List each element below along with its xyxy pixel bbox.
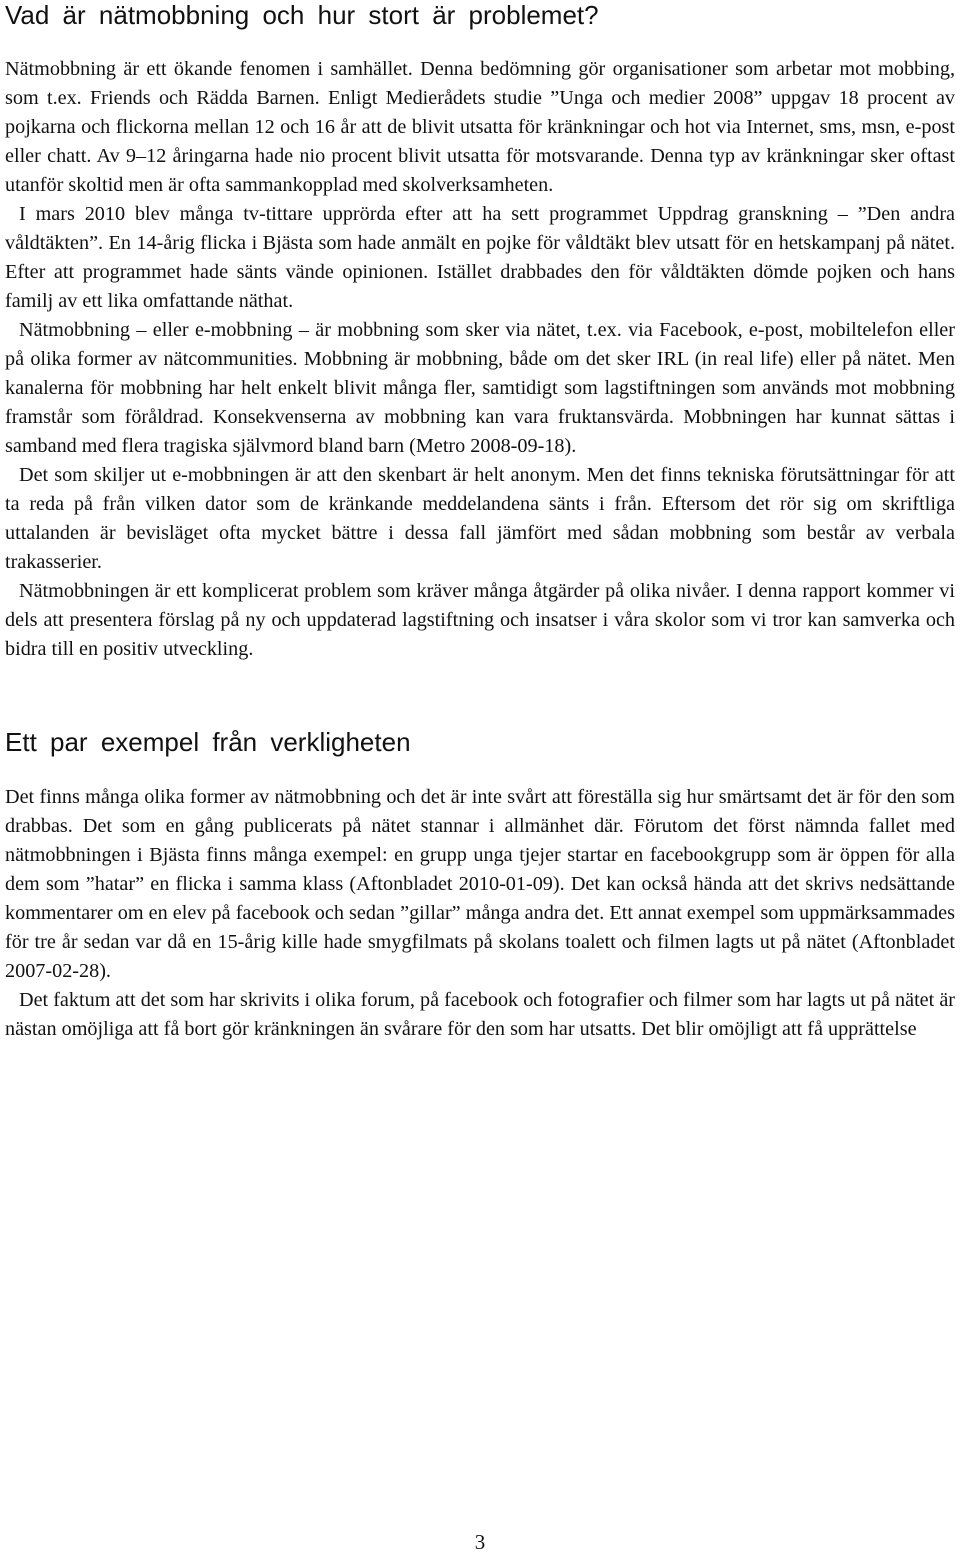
paragraph: Nätmobbningen är ett komplicerat problem som kräver många åtgärder på olika nivåer. I denna rapport kommer vi dels att presentera förslag på ny och uppdaterad lagstiftning och insatser i våra skolor som vi tror kan samverka och bidra till en positiv utveckling. — [5, 580, 955, 660]
paragraph: I mars 2010 blev många tv-tittare upprörda efter att ha sett programmet Uppdrag granskning – ”Den andra våldtäkten”. En 14-årig flicka i Bjästa som hade anmält en pojke för våldtäkt blev utsatt för en hetskampanj på nätet. Efter att programmet hade sänts vände opinionen. Istället drabbades den för våldtäkten dömde pojken och hans familj av ett lika omfattande näthat. — [5, 203, 955, 312]
paragraph: Det som skiljer ut e-mobbningen är att den skenbart är helt anonym. Men det finns tekniska förutsättningar för att ta reda på från vilken dator som de kränkande meddelandena sänts i från. Eftersom det rör sig om skriftliga uttalanden är bevisläget ofta mycket bättre i dessa fall jämfört med sådan mobbning som består av verbala trakasserier. — [5, 464, 955, 573]
section-what-is-cyberbullying — [5, 55, 955, 664]
heading-what-is-cyberbullying: Vad är nätmobbning och hur stort är problemet? — [5, 0, 599, 30]
heading-examples: Ett par exempel från verkligheten — [5, 727, 411, 757]
section-examples — [5, 783, 955, 1044]
page-number: 3 — [474, 1530, 486, 1554]
paragraph: Nätmobbning är ett ökande fenomen i samhället. Denna bedömning gör organisationer som arbetar mot mobbing, som t.ex. Friends och Rädda Barnen. Enligt Medierådets studie ”Unga och medier 2008” uppgav 18 procent av pojkarna och flickorna mellan 12 och 16 år att de blivit utsatta för kränkningar och hot via Internet, sms, msn, e-post eller chatt. Av 9–12 åringarna hade nio procent blivit utsatta för motsvarande. Denna typ av kränkningar sker oftast utanför skoltid men är ofta sammankopplad med skolverksamheten. — [5, 58, 955, 196]
paragraph: Nätmobbning – eller e-mobbning – är mobbning som sker via nätet, t.ex. via Facebook, e-post, mobiltelefon eller på olika former av nätcommunities. Mobbning är mobbning, både om det sker IRL (in real life) eller på nätet. Men kanalerna för mobbning har helt enkelt blivit många fler, samtidigt som lagstiftningen som används mot mobbning framstår som föråldrad. Konsekvenserna av mobbning kan vara fruktansvärda. Mobbningen har kunnat sättas i samband med flera tragiska självmord bland barn (Metro 2008-09-18). — [5, 319, 955, 457]
paragraph: Det finns många olika former av nätmobbning och det är inte svårt att föreställa sig hur smärtsamt det är för den som drabbas. Det som en gång publicerats på nätet stannar i allmänhet där. Förutom det först nämnda fallet med nätmobbningen i Bjästa finns många exempel: en grupp unga tjejer startar en facebookgrupp som är öppen för alla dem som ”hatar” en flicka i samma klass (Aftonbladet 2010-01-09). Det kan också hända att det skrivs nedsättande kommentarer om en elev på facebook och sedan ”gillar” många andra det. Ett annat exempel som uppmärksammades för tre år sedan var då en 15-årig kille hade smygfilmats på skolans toalett och filmen lagts ut på nätet (Aftonbladet 2007-02-28). — [5, 786, 955, 982]
page-content — [5, 0, 955, 1044]
paragraph: Det faktum att det som har skrivits i olika forum, på facebook och fotografier och filmer som har lagts ut på nätet är nästan omöjliga att få bort gör kränkningen än svårare för den som har utsatts. Det blir omöjligt att få upprättelse — [5, 989, 955, 1040]
